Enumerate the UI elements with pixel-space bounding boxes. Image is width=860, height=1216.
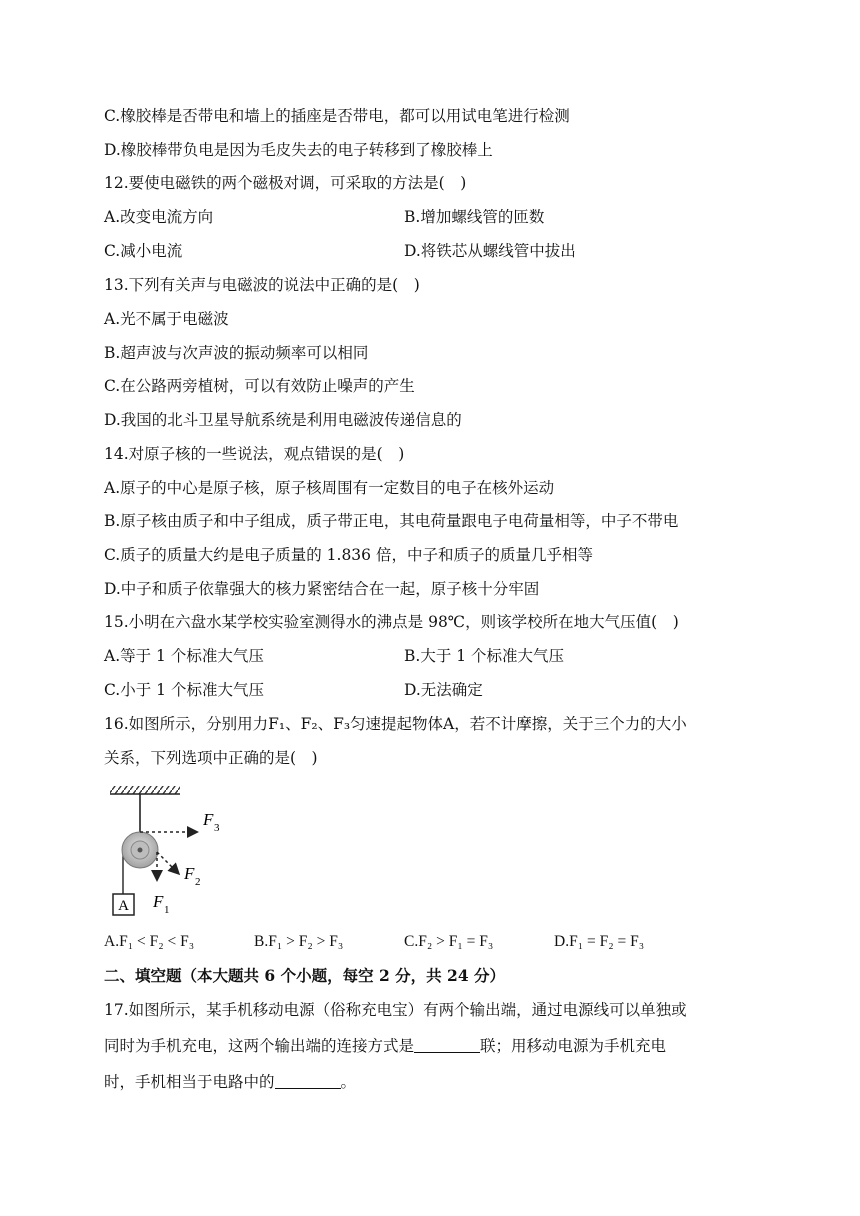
ceiling-support — [110, 786, 180, 794]
f2-subscript: 2 — [195, 876, 201, 888]
q15-option-d: D.无法确定 — [404, 681, 483, 699]
q17-line3-text-before: 时，手机相当于电路中的 — [104, 1073, 275, 1091]
f2-label: F — [184, 864, 195, 883]
q14-option-a: A.原子的中心是原子核，原子核周围有一定数目的电子在核外运动 — [104, 479, 555, 497]
q14-stem: 14.对原子核的一些说法，观点错误的是( ) — [104, 445, 405, 463]
q17-blank-1[interactable] — [414, 1038, 480, 1053]
q17-blank-2[interactable] — [275, 1074, 341, 1089]
q12-option-a: A.改变电流方向 — [104, 208, 214, 226]
q14-option-d: D.中子和质子依靠强大的核力紧密结合在一起，原子核十分牢固 — [104, 580, 540, 598]
q16-option-c: C.F₂ > F₁ = F₃ — [404, 933, 494, 950]
section-fill-in-title: 二、填空题（本大题共 6 个小题，每空 2 分，共 24 分） — [104, 966, 506, 985]
q15-option-c: C.小于 1 个标准大气压 — [104, 681, 264, 699]
q13-stem: 13.下列有关声与电磁波的说法中正确的是( ) — [104, 276, 420, 294]
q17-line2-text-after: 联；用移动电源为手机充电 — [480, 1037, 667, 1055]
pulley-wheel — [122, 832, 158, 868]
q14-option-c: C.质子的质量大约是电子质量的 1.836 倍，中子和质子的质量几乎相等 — [104, 546, 593, 564]
q11-option-c: C.橡胶棒是否带电和墙上的插座是否带电，都可以用试电笔进行检测 — [104, 107, 570, 125]
q17-line3 — [104, 1072, 356, 1092]
q12-stem: 12.要使电磁铁的两个磁极对调，可采取的方法是( ) — [104, 174, 467, 192]
pulley-figure — [100, 782, 230, 922]
q11-option-d: D.橡胶棒带负电是因为毛皮失去的电子转移到了橡胶棒上 — [104, 141, 493, 159]
q16-stem-line2: 关系，下列选项中正确的是( ) — [104, 749, 318, 767]
q17-line1: 17.如图所示，某手机移动电源（俗称充电宝）有两个输出端，通过电源线可以单独或 — [104, 1001, 687, 1019]
q16-option-b: B.F₁ > F₂ > F₃ — [254, 933, 344, 950]
q17-line2-text-before: 同时为手机充电，这两个输出端的连接方式是 — [104, 1037, 415, 1055]
q12-option-d: D.将铁芯从螺线管中拔出 — [404, 242, 576, 260]
q16-stem-line1: 16.如图所示，分别用力F₁、F₂、F₃匀速提起物体A，若不计摩擦，关于三个力的大小 — [104, 715, 687, 733]
block-a — [113, 894, 134, 915]
f1-subscript: 1 — [164, 904, 170, 916]
q13-option-d: D.我国的北斗卫星导航系统是利用电磁波传递信息的 — [104, 411, 462, 429]
q16-option-d: D.F₁ = F₂ = F₃ — [554, 933, 645, 950]
force-f2-arrow — [157, 852, 178, 873]
q15-option-b: B.大于 1 个标准大气压 — [404, 647, 565, 665]
f3-subscript: 3 — [214, 822, 220, 834]
q15-stem: 15.小明在六盘水某学校实验室测得水的沸点是 98℃，则该学校所在地大气压值( ) — [104, 613, 679, 631]
q12-option-c: C.减小电流 — [104, 242, 183, 260]
q14-option-b: B.原子核由质子和中子组成，质子带正电，其电荷量跟电子电荷量相等，中子不带电 — [104, 512, 679, 530]
block-a-label: A — [118, 898, 129, 914]
f1-label: F — [153, 892, 164, 911]
q15-option-a: A.等于 1 个标准大气压 — [104, 647, 264, 665]
f3-label: F — [203, 810, 214, 829]
q12-option-b: B.增加螺线管的匝数 — [404, 208, 545, 226]
q13-option-b: B.超声波与次声波的振动频率可以相同 — [104, 344, 369, 362]
q13-option-c: C.在公路两旁植树，可以有效防止噪声的产生 — [104, 377, 415, 395]
q16-option-a: A.F₁ < F₂ < F₃ — [104, 933, 195, 950]
q13-option-a: A.光不属于电磁波 — [104, 310, 229, 328]
q17-line2 — [104, 1036, 666, 1056]
q17-line3-text-after: 。 — [340, 1073, 357, 1091]
